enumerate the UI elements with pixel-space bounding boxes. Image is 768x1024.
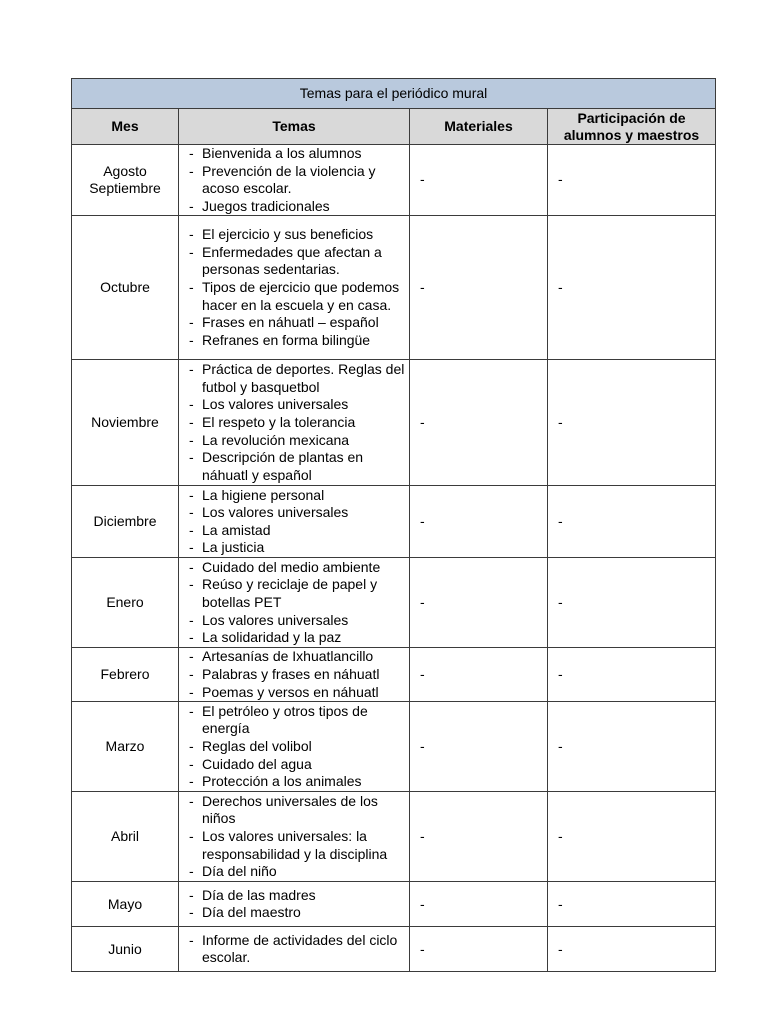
topics-list [187, 887, 405, 922]
topic-item: - Día del maestro [187, 904, 405, 922]
header-materiales: Materiales [410, 109, 548, 145]
participation-cell: - [548, 882, 716, 927]
participation-cell: - [548, 360, 716, 486]
topics-list [187, 226, 405, 349]
topic-item: - Los valores universales [187, 396, 405, 414]
materials-cell: - [410, 648, 548, 702]
materials-cell: - [410, 927, 548, 972]
topics-cell [179, 486, 410, 558]
topics-cell [179, 145, 410, 216]
table-row [72, 702, 716, 792]
table-row [72, 558, 716, 648]
topic-item: - Bienvenida a los alumnos [187, 145, 405, 163]
materials-cell: - [410, 360, 548, 486]
topic-item: - Los valores universales [187, 612, 405, 630]
topics-list [187, 932, 405, 967]
participation-cell: - [548, 558, 716, 648]
topic-item: - Refranes en forma bilingüe [187, 332, 405, 350]
participation-cell: - [548, 648, 716, 702]
month-cell: Junio [72, 927, 179, 972]
month-cell: Enero [72, 558, 179, 648]
table-row [72, 360, 716, 486]
topic-item: - El ejercicio y sus beneficios [187, 226, 405, 244]
participation-cell: - [548, 792, 716, 882]
topic-item: - Reglas del volibol [187, 738, 405, 756]
topic-item: - Día de las madres [187, 887, 405, 905]
month-cell: Agosto Septiembre [72, 145, 179, 216]
topic-item: - Los valores universales: la responsabilidad y la disciplina [187, 828, 405, 863]
materials-cell: - [410, 558, 548, 648]
materials-cell: - [410, 145, 548, 216]
topic-item: - La solidaridad y la paz [187, 629, 405, 647]
topic-item: - Cuidado del medio ambiente [187, 559, 405, 577]
month-cell: Marzo [72, 702, 179, 792]
topic-item: - Tipos de ejercicio que podemos hacer en la escuela y en casa. [187, 279, 405, 314]
topic-item: - La higiene personal [187, 487, 405, 505]
participation-cell: - [548, 702, 716, 792]
participation-cell: - [548, 927, 716, 972]
participation-cell: - [548, 145, 716, 216]
topic-item: - Cuidado del agua [187, 756, 405, 774]
topic-item: - Informe de actividades del ciclo escolar. [187, 932, 405, 967]
month-cell: Octubre [72, 216, 179, 360]
topics-list [187, 703, 405, 791]
topic-item: - Día del niño [187, 863, 405, 881]
month-cell: Mayo [72, 882, 179, 927]
topics-list [187, 559, 405, 647]
table-row [72, 145, 716, 216]
topic-item: - Artesanías de Ixhuatlancillo [187, 648, 405, 666]
header-row [72, 109, 716, 145]
topic-item: - Reúso y reciclaje de papel y botellas PET [187, 576, 405, 611]
month-cell: Noviembre [72, 360, 179, 486]
topic-item: - Palabras y frases en náhuatl [187, 666, 405, 684]
topic-item: - Frases en náhuatl – español [187, 314, 405, 332]
topics-cell [179, 927, 410, 972]
topic-item: - Juegos tradicionales [187, 198, 405, 216]
topic-item: - Descripción de plantas en náhuatl y español [187, 449, 405, 484]
header-temas: Temas [179, 109, 410, 145]
topics-list [187, 487, 405, 557]
topic-item: - Los valores universales [187, 504, 405, 522]
month-cell: Febrero [72, 648, 179, 702]
month-cell: Diciembre [72, 486, 179, 558]
materials-cell: - [410, 882, 548, 927]
materials-cell: - [410, 216, 548, 360]
topic-item: - Protección a los animales [187, 773, 405, 791]
topics-cell [179, 702, 410, 792]
topics-list [187, 145, 405, 215]
topics-table [71, 78, 716, 972]
topics-cell [179, 882, 410, 927]
participation-cell: - [548, 486, 716, 558]
participation-cell: - [548, 216, 716, 360]
topic-item: - La justicia [187, 539, 405, 557]
table-row [72, 648, 716, 702]
table-row [72, 792, 716, 882]
topic-item: - Prevención de la violencia y acoso escolar. [187, 163, 405, 198]
table-title: Temas para el periódico mural [72, 79, 716, 109]
table-row [72, 216, 716, 360]
topics-list [187, 793, 405, 881]
topic-item: - Enfermedades que afectan a personas sedentarias. [187, 244, 405, 279]
topics-list [187, 648, 405, 701]
header-mes: Mes [72, 109, 179, 145]
materials-cell: - [410, 792, 548, 882]
topic-item: - El petróleo y otros tipos de energía [187, 703, 405, 738]
table-row [72, 486, 716, 558]
materials-cell: - [410, 486, 548, 558]
topic-item: - Práctica de deportes. Reglas del futbol y basquetbol [187, 361, 405, 396]
topic-item: - Derechos universales de los niños [187, 793, 405, 828]
topic-item: - La amistad [187, 522, 405, 540]
topics-cell [179, 648, 410, 702]
topic-item: - El respeto y la tolerancia [187, 414, 405, 432]
header-participacion: Participación de alumnos y maestros [548, 109, 716, 145]
month-cell: Abril [72, 792, 179, 882]
topic-item: - La revolución mexicana [187, 432, 405, 450]
topic-item: - Poemas y versos en náhuatl [187, 684, 405, 702]
topics-cell [179, 558, 410, 648]
table-body [72, 145, 716, 972]
topics-cell [179, 216, 410, 360]
table-title-row [72, 79, 716, 109]
table-row [72, 882, 716, 927]
topics-cell [179, 792, 410, 882]
table-row [72, 927, 716, 972]
topics-list [187, 361, 405, 484]
topics-cell [179, 360, 410, 486]
materials-cell: - [410, 702, 548, 792]
